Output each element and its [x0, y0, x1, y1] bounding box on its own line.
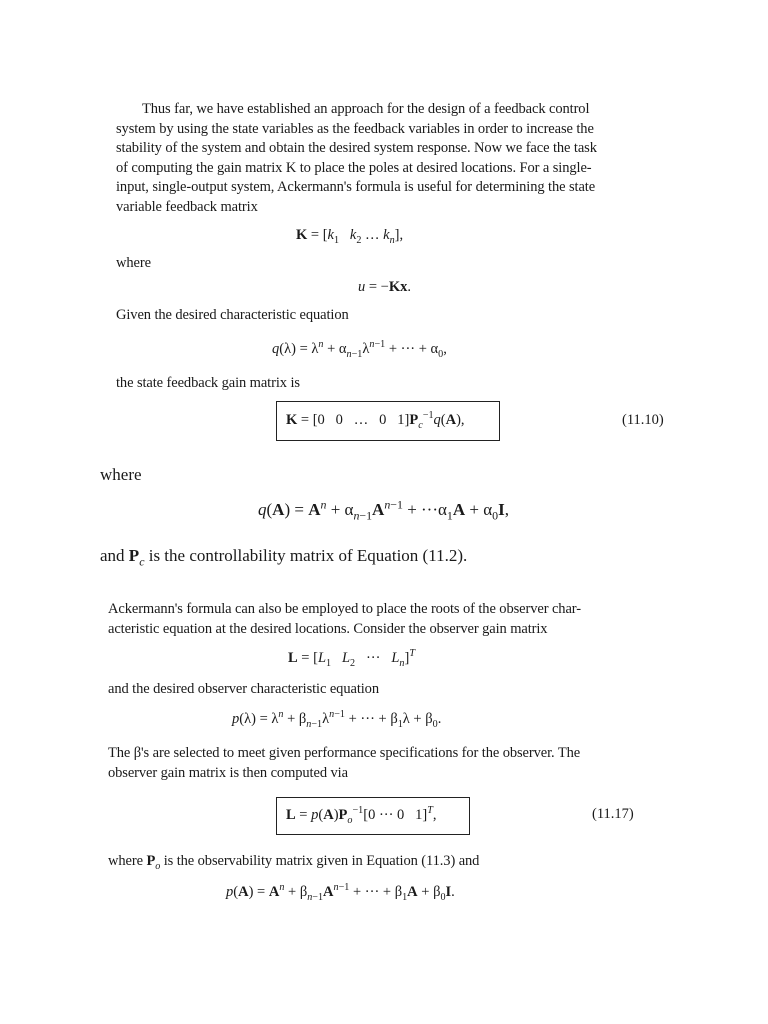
- equation-q-lambda: $q(\lambda) = \lambda^n + \alpha_{n-1}\lambda^{n-1}$ + ··· + $\alpha_0$,: [272, 339, 447, 360]
- feedback-gain-text: the state feedback gain matrix is: [116, 375, 300, 391]
- observer-line-1: Ackermann's formula can also be employed to place the roots of the observer char-: [108, 601, 581, 617]
- intro-line-3: stability of the system and obtain the desired system response. Now we face the task: [116, 140, 597, 157]
- intro-line-4: of computing the gain matrix K to place the poles at desired locations. For a single-: [116, 159, 592, 176]
- equation-L-boxed: $L = p(A)P_o^{-1}[0$ ··· 0 1]$^T$,: [286, 805, 437, 826]
- equation-qA: $q(A) = A^n + \alpha_{n-1}A^{n-1} + \cdot\cdot\cdot\alpha_1A + \alpha_0I$,: [258, 497, 509, 523]
- given-text: Given the desired characteristic equation: [116, 307, 349, 323]
- equation-K-boxed: K = [0 0 … 0 $1]P_c^{-1}q(A)$,: [286, 410, 465, 431]
- intro-paragraph: [116, 100, 676, 218]
- equation-u: u = −Kx.: [358, 279, 412, 295]
- intro-line-5: input, single-output system, Ackermann's formula is useful for determining the state: [116, 179, 596, 196]
- intro-line-1: Thus far, we have established an approach for the design of a feedback control: [142, 101, 590, 117]
- beta-line-2: observer gain matrix is then computed via: [108, 764, 348, 781]
- equation-L-row: $L = [L_1$ $L_2$ ··· $L_n]^T$: [288, 648, 415, 669]
- where-label-1: where: [116, 255, 151, 271]
- beta-line-1: The β's are selected to meet given performance specifications for the observer. The: [108, 745, 581, 761]
- equation-p-lambda: $p(\lambda) = \lambda^n + \beta_{n-1}\lambda^{n-1}$ + ··· + $\beta_1\lambda + \beta_0$.: [232, 709, 442, 730]
- controllability-text: and $P_c$ is the controllability matrix of Equation (11.2).: [100, 546, 468, 569]
- intro-line-2: system by using the state variables as the feedback variables in order to increase the: [116, 120, 594, 137]
- equation-box-11-17: [276, 797, 470, 835]
- intro-line-6: variable feedback matrix: [116, 198, 258, 215]
- beta-paragraph: [108, 744, 668, 783]
- where-label-2: where: [100, 465, 142, 484]
- observer-paragraph: [108, 600, 668, 639]
- equation-pA: $p(A) = A^n + \beta_{n-1}A^{n-1}$ + ··· + $\beta_1A + \beta_0I$.: [226, 882, 455, 903]
- equation-number-11-17: (11.17): [592, 806, 634, 822]
- equation-K-row: $K = [k_1$ $k_2$ … $k_n$],: [296, 227, 404, 246]
- equation-number-11-10: (11.10): [622, 412, 664, 428]
- equation-box-11-10: [276, 401, 500, 441]
- observer-line-2: acteristic equation at the desired locations. Consider the observer gain matrix: [108, 620, 548, 637]
- observer-equation-text: and the desired observer characteristic equation: [108, 681, 379, 697]
- observability-text: where $P_o$ is the observability matrix given in Equation (11.3) and: [108, 853, 480, 872]
